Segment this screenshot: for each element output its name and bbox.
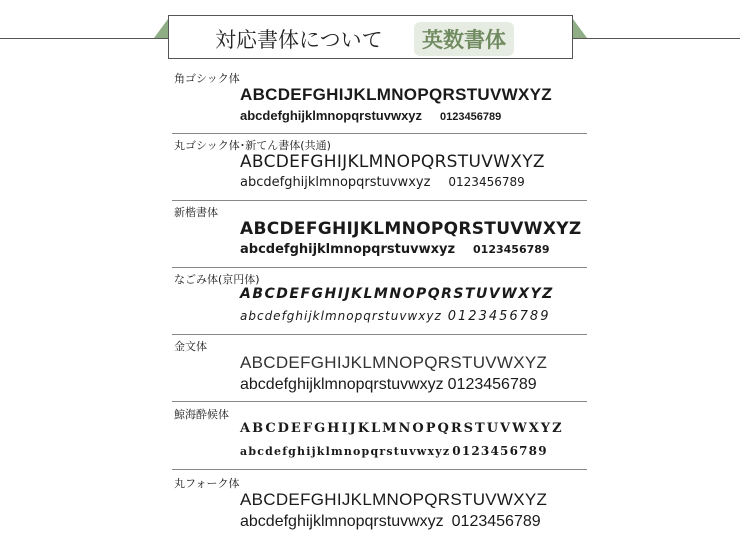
header-banner: [168, 15, 573, 59]
font-name: 丸ゴシック体･新てん書体(共通): [174, 139, 331, 152]
font-name: 角ゴシック体: [174, 72, 240, 85]
uppercase-sample: ABCDEFGHIJKLMNOPQRSTUVWXYZ: [240, 219, 582, 239]
font-name: 丸フォーク体: [174, 477, 240, 490]
uppercase-sample: ABCDEFGHIJKLMNOPQRSTUVWXYZ: [240, 353, 548, 372]
divider: [172, 469, 587, 470]
digits-sample: 0123456789: [473, 243, 550, 256]
lowercase-sample: [240, 444, 548, 458]
divider: [172, 401, 587, 402]
banner-line-right: [573, 38, 740, 39]
font-sample-maru-folk: [172, 472, 587, 540]
digits-sample: 0123456789: [447, 376, 537, 393]
digits-sample: 0123456789: [447, 309, 551, 324]
uppercase-sample: ABCDEFGHIJKLMNOPQRSTUVWXYZ: [240, 421, 564, 436]
lowercase-text: abcdefghijklmnopqrstuvwxyz: [240, 108, 423, 123]
category-badge: 英数書体: [414, 22, 514, 56]
banner-corner-right: [573, 19, 587, 38]
font-name: 金文体: [174, 340, 207, 353]
page-title: 対応書体について: [215, 28, 383, 52]
lowercase-text: abcdefghijklmnopqrstuvwxyz: [240, 309, 442, 323]
lowercase-text: abcdefghijklmnopqrstuvwxyz: [240, 445, 451, 458]
uppercase-sample: ABCDEFGHIJKLMNOPQRSTUVWXYZ: [240, 85, 552, 104]
lowercase-sample: [240, 108, 501, 123]
digits-sample: 0123456789: [440, 111, 502, 123]
uppercase-sample: ABCDEFGHIJKLMNOPQRSTUVWXYZ: [240, 286, 554, 302]
lowercase-sample: [240, 513, 541, 531]
lowercase-text: abcdefghijklmnopqrstuvwxyz: [240, 175, 431, 190]
lowercase-sample: [240, 376, 537, 394]
lowercase-text: abcdefghijklmnopqrstuvwxyz: [240, 513, 444, 530]
lowercase-text: abcdefghijklmnopqrstuvwxyz: [240, 376, 444, 393]
font-sample-nagomi: [172, 268, 587, 335]
font-sample-maru-gothic: [172, 134, 587, 201]
font-name: 新楷書体: [174, 206, 218, 219]
lowercase-sample: [240, 242, 550, 257]
banner-corner-left: [154, 19, 168, 38]
lowercase-text: abcdefghijklmnopqrstuvwxyz: [240, 242, 456, 257]
uppercase-sample: ABCDEFGHIJKLMNOPQRSTUVWXYZ: [240, 152, 545, 172]
digits-sample: 0123456789: [451, 513, 541, 530]
font-sample-geikai: [172, 403, 587, 470]
font-sample-kinbun: [172, 335, 587, 402]
digits-sample: 0123456789: [448, 175, 525, 189]
banner-line-left: [0, 38, 168, 39]
uppercase-sample: ABCDEFGHIJKLMNOPQRSTUVWXYZ: [240, 490, 548, 509]
font-sample-kaku-gothic: [172, 67, 587, 134]
digits-sample: 0123456789: [452, 444, 548, 458]
lowercase-sample: [240, 309, 550, 324]
font-name: 鯨海酔候体: [174, 408, 229, 421]
font-sample-shin-kaisho: [172, 201, 587, 268]
font-name: なごみ体(京円体): [174, 273, 260, 286]
lowercase-sample: [240, 175, 525, 190]
